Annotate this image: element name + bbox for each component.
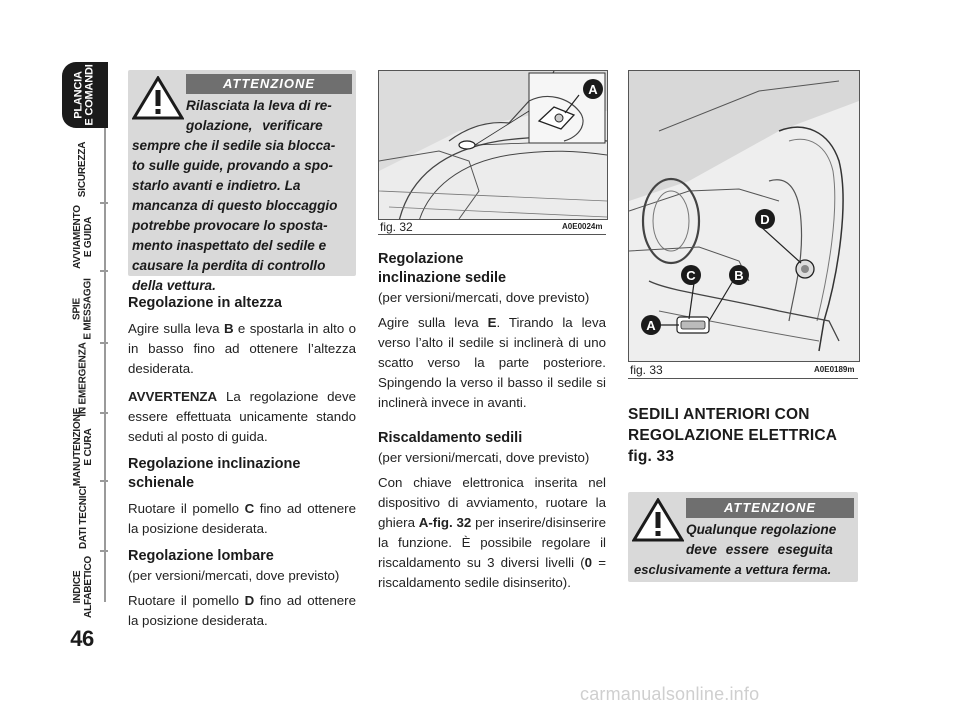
warning-line: golazione, verificare [186,118,323,133]
subtitle-inclinazione: (per versioni/mercati, dove previsto) [378,290,590,305]
tab-spie-e-messaggi[interactable] [60,276,106,342]
paragraph-schienale: Ruotare il pomello C fino ad ottenere la posizione desiderata. [128,501,356,536]
tab-label: DATI TECNICI [77,485,89,549]
figure-marker-a: A [588,82,598,97]
page-number: 46 [70,626,94,651]
warning-triangle-icon [632,498,684,542]
paragraph-riscaldamento: Con chiave elettronica inserita nel dispositivo di avviamento, ruotare la ghiera A-fig. 32 per inserire/disinserire la funzione. È possibile regolare il riscaldamento su 3 diversi livelli (0 = riscaldamento sedile disinserito). [378,475,606,590]
figure-33-electric-seat [628,70,860,362]
tab-manutenzione-e-cura[interactable] [60,407,106,487]
heading-sedili-anteriori: SEDILI ANTERIORI CON [628,406,810,423]
warning-title: ATTENZIONE [686,498,854,518]
tab-label: E GUIDA [83,216,94,258]
warning-line: Qualunque regolazione [686,522,837,537]
warning-triangle-icon [132,76,184,120]
subtitle-lombare: (per versioni/mercati, dove previsto) [128,568,340,583]
heading-riscaldamento-sedili: Riscaldamento sedili [378,430,523,446]
paragraph-avvertenza: AVVERTENZA La regolazione deve essere effettuata unicamente stando seduti al posto di guida. [128,389,356,444]
tab-label: SPIE [72,298,84,321]
tab-label: ALFABETICO [83,556,95,618]
tab-dati-tecnici[interactable] [60,484,106,550]
tab-label: IN EMERGENZA [77,341,89,417]
figure-32-seat-heating-dial [378,70,608,220]
figure-33-code: A0E0189m [814,365,855,374]
warning-line: sempre che il sedile sia blocca- [132,138,336,153]
warning-title: ATTENZIONE [186,74,352,94]
warning-box-vehicle-stopped [628,492,858,582]
tab-label: INDICE [72,570,84,604]
heading-regolazione-altezza: Regolazione in altezza [128,295,282,311]
tab-label: PLANCIA [73,71,85,119]
paragraph-altezza: Agire sulla leva B e spostarla in alto o in basso fino ad ottenere l’altezza desiderata. [128,321,356,376]
heading-inclinazione-sedile: Regolazione inclinazione sedile [378,251,507,286]
tab-label: AVVIAMENTO [72,205,83,269]
figure-32-caption: fig. 32 [380,220,413,234]
tab-label: SICUREZZA [77,141,89,197]
figure-marker-a: A [646,318,656,333]
column-left [128,294,356,631]
warning-line: potrebbe provocare lo sposta- [132,218,328,233]
figure-marker-b: B [734,268,744,283]
warning-line: della vettura. [132,278,216,293]
warning-line: starlo avanti e indietro. La [132,178,301,193]
tab-plancia-e-comandi[interactable] [62,62,108,128]
warning-line: mancanza di questo bloccaggio [132,198,338,213]
figure-marker-d: D [760,212,770,227]
heading-inclinazione-schienale: Regolazione inclinazione schienale [128,456,301,491]
warning-line: Rilasciata la leva di re- [186,98,332,113]
tab-sicurezza[interactable] [60,136,106,202]
warning-line: causare la perdita di controllo [132,258,326,273]
warning-line: to sulle guide, provando a spo- [132,158,333,173]
tab-in-emergenza[interactable] [60,341,106,417]
heading-sedili-anteriori: REGOLAZIONE ELETTRICA [628,427,838,444]
tab-label: E MESSAGGI [83,278,95,340]
subtitle-riscaldamento: (per versioni/mercati, dove previsto) [378,450,590,465]
paragraph-lombare: Ruotare il pomello D fino ad ottenere la posizione desiderata. [128,593,356,628]
car-interior-illustration [629,71,859,361]
tab-label: E CURA [83,428,94,466]
warning-box-seat-lock [128,70,356,293]
warning-line: mento inaspettato del sedile e [132,238,327,253]
heading-sedili-anteriori: fig. 33 [628,448,675,465]
figure-32-code: A0E0024m [562,222,603,231]
tab-avviamento-e-guida[interactable] [60,204,106,270]
tab-indice-alfabetico[interactable] [60,554,106,620]
warning-line: deve essere eseguita [686,542,833,557]
column-right [628,404,858,467]
warning-line: esclusivamente a vettura ferma. [634,562,832,577]
paragraph-inclinazione: Agire sulla leva E. Tirando la leva verso l’alto il sedile si inclinerà di uno scatto verso la parte posteriore. Spingendo la verso il basso il sedile si inclinerà invece in avanti. [378,315,606,410]
column-middle [378,250,606,593]
tab-label: E COMANDI [84,64,96,126]
watermark: carmanualsonline.info [580,684,760,704]
seat-side-illustration [379,71,607,219]
tab-label: MANUTENZIONE [72,407,83,487]
figure-33-caption: fig. 33 [630,363,663,377]
heading-regolazione-lombare: Regolazione lombare [128,548,274,564]
chapter-sidebar [0,0,110,709]
figure-marker-c: C [686,268,696,283]
